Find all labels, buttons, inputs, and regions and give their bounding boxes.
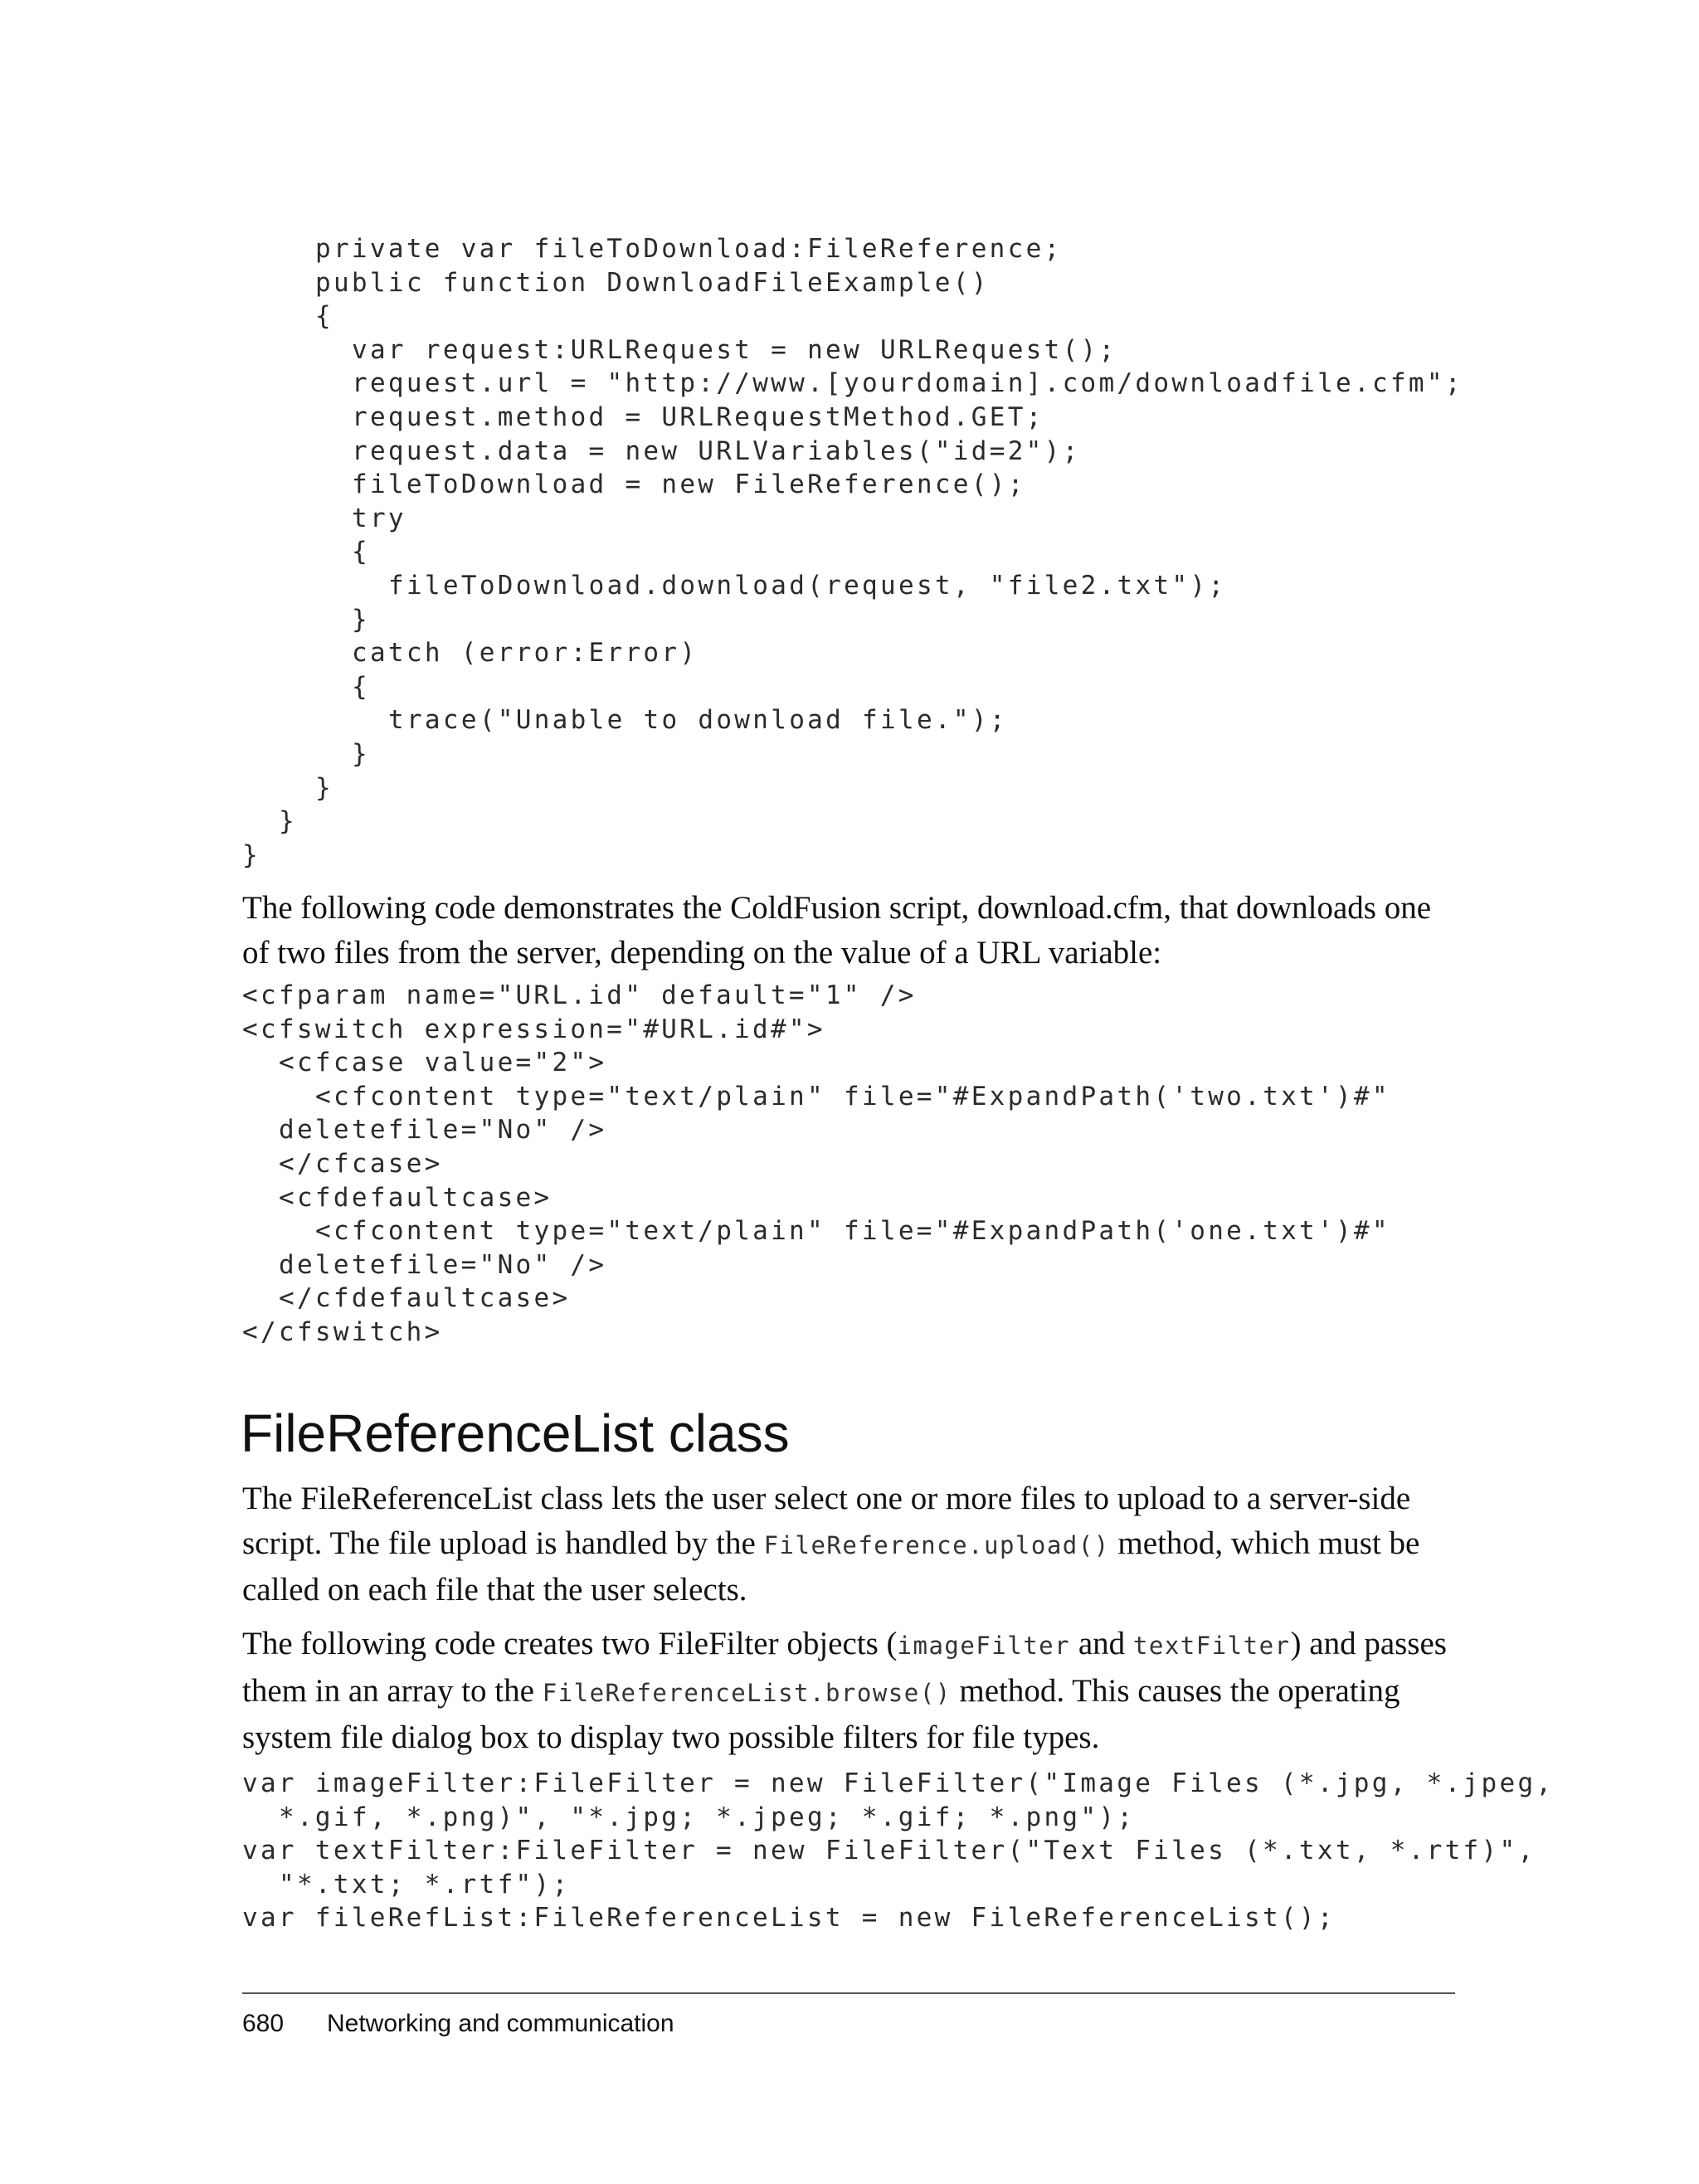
inline-code: imageFilter (897, 1632, 1071, 1660)
code-line: trace("Unable to download file."); (388, 705, 1008, 736)
code-line: <cfcase value="2"> (279, 1048, 607, 1078)
code-line: var textFilter:FileFilter = new FileFilter("Text Files (*.txt, *.rtf)", (242, 1836, 1536, 1866)
code-line: var imageFilter:FileFilter = new FileFilter("Image Files (*.jpg, *.jpeg, (242, 1768, 1555, 1798)
code-line: var request:URLRequest = new URLRequest(); (352, 334, 1117, 365)
code-line: <cfswitch expression="#URL.id#"> (242, 1014, 825, 1044)
footer-divider (242, 1992, 1455, 1994)
code-line: } (279, 806, 297, 837)
code-line: catch (error:Error) (352, 638, 699, 669)
paragraph-coldfusion-intro: The following code demonstrates the ColdFusion script, download.cfm, that downloads one of two files from the server, depending on the value of a URL variable: (242, 890, 1432, 970)
code-line: var fileRefList:FileReferenceList = new FileReferenceList(); (242, 1903, 1336, 1933)
code-line: </cfswitch> (242, 1316, 443, 1347)
code-line: <cfcontent type="text/plain" file="#ExpandPath('one.txt')#" (315, 1216, 1390, 1247)
paragraph-filereferencelist-intro (242, 1476, 1453, 1612)
code-line: deletefile="No" /> (279, 1115, 607, 1146)
paragraph-filefilter-intro (242, 1622, 1453, 1760)
code-block-filefilter (242, 1767, 1554, 1935)
code-line: </cfdefaultcase> (279, 1283, 571, 1314)
section-heading: FileReferenceList class (241, 1403, 790, 1463)
code-line: } (315, 772, 333, 803)
code-line: deletefile="No" /> (279, 1249, 607, 1280)
page-footer (242, 2009, 674, 2039)
paragraph-text: method, which must be called on each file that the user selects. (242, 1525, 1420, 1608)
paragraph-text: The following code creates two FileFilter objects ( (242, 1626, 898, 1661)
code-line: public function DownloadFileExample() (315, 267, 990, 298)
code-line: *.gif, *.png)", "*.jpg; *.jpeg; *.gif; *.png"); (279, 1802, 1136, 1832)
code-line: </cfcase> (279, 1148, 443, 1179)
code-block-actionscript (242, 232, 1463, 872)
code-line: } (352, 738, 370, 769)
paragraph-text: method. This causes the operating system file dialog box to display two possible filters for file types. (242, 1672, 1400, 1755)
code-line: "*.txt; *.rtf"); (279, 1869, 571, 1899)
paragraph-text: and (1070, 1626, 1133, 1661)
code-line: try (352, 503, 406, 533)
code-line: request.data = new URLVariables("id=2"); (352, 435, 1081, 466)
page-number: 680 (242, 2010, 285, 2037)
code-line: <cfcontent type="text/plain" file="#ExpandPath('two.txt')#" (315, 1081, 1390, 1111)
paragraph-text: The FileReferenceList class lets the user select one or more files to upload to a server-side script. The file upload is handled by the (242, 1481, 1411, 1561)
code-line: private var fileToDownload:FileReference; (315, 234, 1063, 264)
code-line: } (242, 839, 260, 870)
code-line: { (315, 301, 333, 332)
inline-code: FileReference.upload() (763, 1530, 1110, 1559)
code-line: request.method = URLRequestMethod.GET; (352, 401, 1044, 432)
code-block-coldfusion (242, 979, 1390, 1350)
inline-code: FileReferenceList.browse() (542, 1678, 952, 1707)
code-line: request.url = "http://www.[yourdomain].com/downloadfile.cfm"; (352, 368, 1463, 399)
code-line: <cfparam name="URL.id" default="1" /> (242, 980, 917, 1010)
paragraph-text: ) and passes them in an array to the (242, 1626, 1447, 1709)
code-line: fileToDownload = new FileReference(); (352, 469, 1026, 500)
code-line: { (352, 537, 370, 567)
code-line: } (352, 604, 370, 635)
code-line: <cfdefaultcase> (279, 1182, 553, 1213)
inline-code: textFilter (1132, 1632, 1291, 1660)
code-line: { (352, 671, 370, 702)
code-line: fileToDownload.download(request, "file2.txt"); (388, 570, 1227, 601)
running-footer-title: Networking and communication (327, 2010, 674, 2037)
